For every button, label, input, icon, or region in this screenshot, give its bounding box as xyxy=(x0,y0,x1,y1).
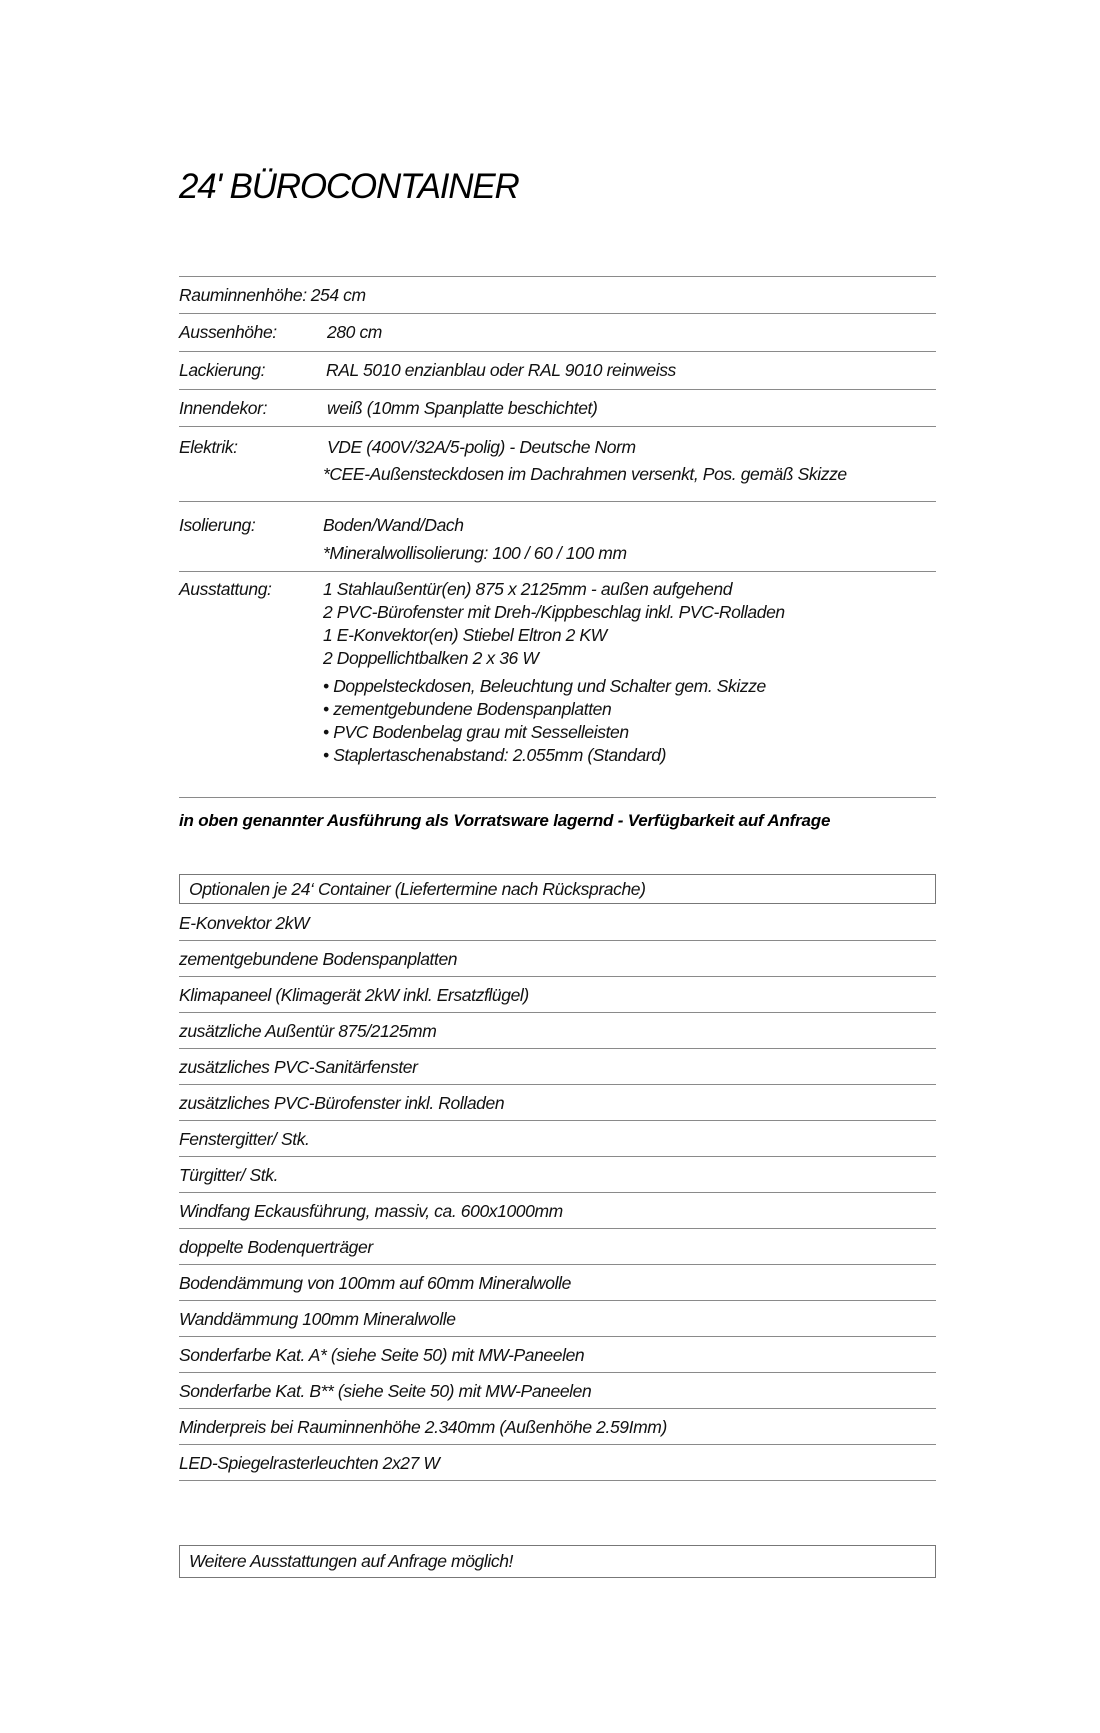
spec-value: 280 cm xyxy=(327,322,382,342)
option-item: doppelte Bodenquerträger xyxy=(179,1229,936,1265)
option-item: zusätzliches PVC-Bürofenster inkl. Rolladen xyxy=(179,1085,936,1121)
option-item: Bodendämmung von 100mm auf 60mm Mineralwolle xyxy=(179,1265,936,1301)
spec-line: 1 E-Konvektor(en) Stiebel Eltron 2 KW xyxy=(323,625,607,645)
spec-value xyxy=(323,434,936,501)
option-item: Windfang Eckausführung, massiv, ca. 600x1000mm xyxy=(179,1193,936,1229)
options-header-box: Optionalen je 24‘ Container (Liefertermine nach Rücksprache) xyxy=(179,874,936,904)
spec-bullet: • Staplertaschenabstand: 2.055mm (Standard) xyxy=(323,745,667,765)
further-equipment-note-box: Weitere Ausstattungen auf Anfrage möglich! xyxy=(179,1545,936,1578)
spec-value xyxy=(323,511,936,571)
spec-row-aussenhoehe xyxy=(179,314,936,352)
spec-label: Elektrik: xyxy=(179,437,238,457)
options-list xyxy=(179,905,936,1481)
spec-label: Lackierung: xyxy=(179,360,266,380)
spec-value: RAL 5010 enzianblau oder RAL 9010 reinweiss xyxy=(326,360,676,380)
page-title: 24' BÜROCONTAINER xyxy=(179,167,519,206)
option-item: Sonderfarbe Kat. A* (siehe Seite 50) mit MW-Paneelen xyxy=(179,1337,936,1373)
option-item: Sonderfarbe Kat. B** (siehe Seite 50) mit MW-Paneelen xyxy=(179,1373,936,1409)
option-item: zusätzliche Außentür 875/2125mm xyxy=(179,1013,936,1049)
spec-label: Aussenhöhe: xyxy=(179,322,277,342)
spec-label: Ausstattung: xyxy=(179,579,272,599)
option-item: zusätzliches PVC-Sanitärfenster xyxy=(179,1049,936,1085)
spec-line: *CEE-Außensteckdosen im Dachrahmen versenkt, Pos. gemäß Skizze xyxy=(323,464,847,484)
spec-label: Rauminnenhöhe: xyxy=(179,285,307,305)
stock-availability-note: in oben genannter Ausführung als Vorratsware lagernd - Verfügbarkeit auf Anfrage xyxy=(179,811,831,830)
spec-value xyxy=(323,578,936,797)
spec-line: 2 PVC-Bürofenster mit Dreh-/Kippbeschlag inkl. PVC-Rolladen xyxy=(323,602,785,622)
spec-row-ausstattung xyxy=(179,572,936,798)
spec-row-rauminnenhoehe xyxy=(179,277,936,314)
spec-value: weiß (10mm Spanplatte beschichtet) xyxy=(327,398,598,418)
spec-line: *Mineralwollisolierung: 100 / 60 / 100 mm xyxy=(323,543,627,563)
option-item: zementgebundene Bodenspanplatten xyxy=(179,941,936,977)
spec-line: Boden/Wand/Dach xyxy=(323,515,464,535)
option-item: E-Konvektor 2kW xyxy=(179,905,936,941)
spec-line: 1 Stahlaußentür(en) 875 x 2125mm - außen aufgehend xyxy=(323,579,733,599)
spec-row-isolierung xyxy=(179,502,936,572)
spec-row-lackierung xyxy=(179,352,936,390)
spec-bullet: • zementgebundene Bodenspanplatten xyxy=(323,699,612,719)
option-item: LED-Spiegelrasterleuchten 2x27 W xyxy=(179,1445,936,1481)
option-item: Fenstergitter/ Stk. xyxy=(179,1121,936,1157)
spec-line: 2 Doppellichtbalken 2 x 36 W xyxy=(323,648,539,668)
option-item: Minderpreis bei Rauminnenhöhe 2.340mm (Außenhöhe 2.59Imm) xyxy=(179,1409,936,1445)
spec-bullet: • PVC Bodenbelag grau mit Sesselleisten xyxy=(323,722,629,742)
spec-bullet: • Doppelsteckdosen, Beleuchtung und Schalter gem. Skizze xyxy=(323,676,766,696)
spec-table xyxy=(179,276,936,798)
spec-line: VDE (400V/32A/5-polig) - Deutsche Norm xyxy=(327,437,636,457)
spec-row-innendekor xyxy=(179,390,936,427)
spec-label: Isolierung: xyxy=(179,515,256,535)
spec-label: Innendekor: xyxy=(179,398,268,418)
option-item: Wanddämmung 100mm Mineralwolle xyxy=(179,1301,936,1337)
spec-row-elektrik xyxy=(179,427,936,502)
option-item: Klimapaneel (Klimagerät 2kW inkl. Ersatzflügel) xyxy=(179,977,936,1013)
spec-value: 254 cm xyxy=(310,285,366,305)
option-item: Türgitter/ Stk. xyxy=(179,1157,936,1193)
